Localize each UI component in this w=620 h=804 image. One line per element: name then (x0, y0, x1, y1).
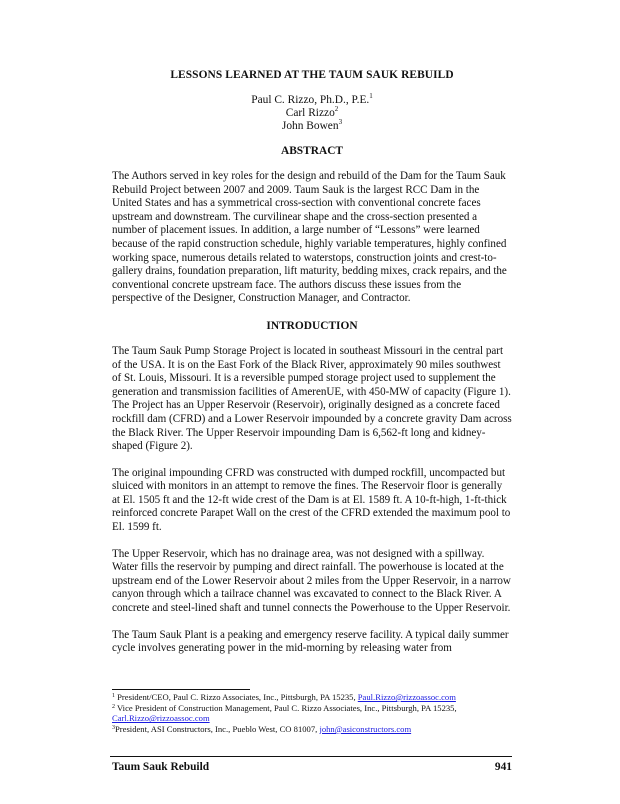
paper-page (112, 68, 512, 656)
footnote-number: 1 (112, 693, 115, 699)
author-name: Paul C. Rizzo, Ph.D., P.E. (251, 94, 370, 106)
footnotes (112, 692, 514, 734)
page-footer (112, 760, 512, 774)
email-link[interactable]: Paul.Rizzo@rizzoassoc.com (357, 692, 456, 702)
introduction-paragraph: The Taum Sauk Plant is a peaking and emergency reserve facility. A typical daily summer cycle involves generating power in the mid-morning by releasing water from (112, 628, 509, 655)
running-title: Taum Sauk Rebuild (112, 761, 210, 773)
footer-divider (110, 756, 512, 757)
introduction-heading: INTRODUCTION (266, 319, 358, 332)
footnote-divider (112, 689, 250, 690)
author-name: Carl Rizzo (285, 107, 335, 119)
abstract-heading: ABSTRACT (280, 145, 344, 157)
footnote-number: 3 (112, 724, 115, 731)
author-name: John Bowen (281, 120, 339, 132)
introduction-paragraph: The Taum Sauk Pump Storage Project is located in southeast Missouri in the central part of the USA. It is on the East Fork of the Black River, approximately 90 miles southwest of St. Louis, Missouri. It is a reversible pumped storage project used to supplement the generation and transmission facilities of AmerenUE, with 450-MW of capacity (Figure 1). The Project has an Upper Reservoir (Reservoir), originally designed as a concrete faced rockfill dam (CFRD) and a Lower Reservoir impounded by a concrete gravity Dam across the Black River. The Upper Reservoir impounding Dam is 6,562-ft long and kidney-shaped (Figure 2). (112, 344, 512, 453)
footnote (112, 692, 514, 703)
page-number: 941 (494, 761, 512, 773)
footnote-text: President/CEO, Paul C. Rizzo Associates, Inc., Pittsburgh, PA 15235, (115, 692, 358, 702)
introduction-paragraph: The original impounding CFRD was constructed with dumped rockfill, uncompacted but sluiced with monitors in an attempt to remove the fines. The Reservoir floor is generally at El. 1505 ft and the 12-ft wide crest of the Dam is at El. 1589 ft. A 10-ft-high, 1-ft-thick reinforced concrete Parapet Wall on the crest of the CFRD extended the maximum pool to El. 1599 ft. (112, 466, 511, 534)
author (112, 94, 512, 107)
footnote-number: 2 (112, 703, 115, 710)
footnote (112, 703, 514, 724)
introduction-paragraph: The Upper Reservoir, which has no drainage area, was not designed with a spillway. Water fills the reservoir by pumping and direct rainfall. The powerhouse is located at the upstream end of the Lower Reservoir about 2 miles from the Upper Reservoir, in a narrow canyon through which a tailrace channel was excavated to connect to the Black River. A concrete and steel-lined shaft and tunnel connects the Powerhouse to the Upper Reservoir. (112, 547, 511, 615)
paper-title: LESSONS LEARNED AT THE TAUM SAUK REBUILD (170, 69, 454, 81)
footnote (112, 724, 514, 735)
author-list (112, 94, 512, 133)
footnote-text: President, ASI Constructors, Inc., Pueblo West, CO 81007, (115, 723, 320, 734)
email-link[interactable]: john@asiconstructors.com (319, 723, 412, 734)
abstract-text: The Authors served in key roles for the design and rebuild of the Dam for the Taum Sauk Rebuild Project between 2007 and 2009. Taum Sauk is the largest RCC Dam in the United States and has a symmetrical cross-section with conventional concrete faces upstream and downstream. The curvilinear shape and the cross-section presented a number of placement issues. In addition, a large number of “Lessons” were learned because of the rapid construction schedule, highly variable temperatures, highly confined working space, numerous details related to waterstops, construction joints and crest-to-gallery drains, foundation preparation, lift maturity, bedding mixes, crack repairs, and the conventional concrete upstream face. The authors discuss these issues from the perspective of the Designer, Construction Manager, and Contractor. (112, 170, 507, 305)
footnote-marker: 3 (338, 118, 343, 126)
author (112, 120, 512, 133)
footnote-marker: 2 (334, 105, 339, 113)
email-link[interactable]: Carl.Rizzo@rizzoassoc.com (112, 713, 210, 724)
footnote-text: Vice President of Construction Management, Paul C. Rizzo Associates, Inc., Pittsburgh, PA 15235, (115, 702, 457, 713)
author (112, 107, 512, 120)
footnote-marker: 1 (369, 92, 373, 100)
